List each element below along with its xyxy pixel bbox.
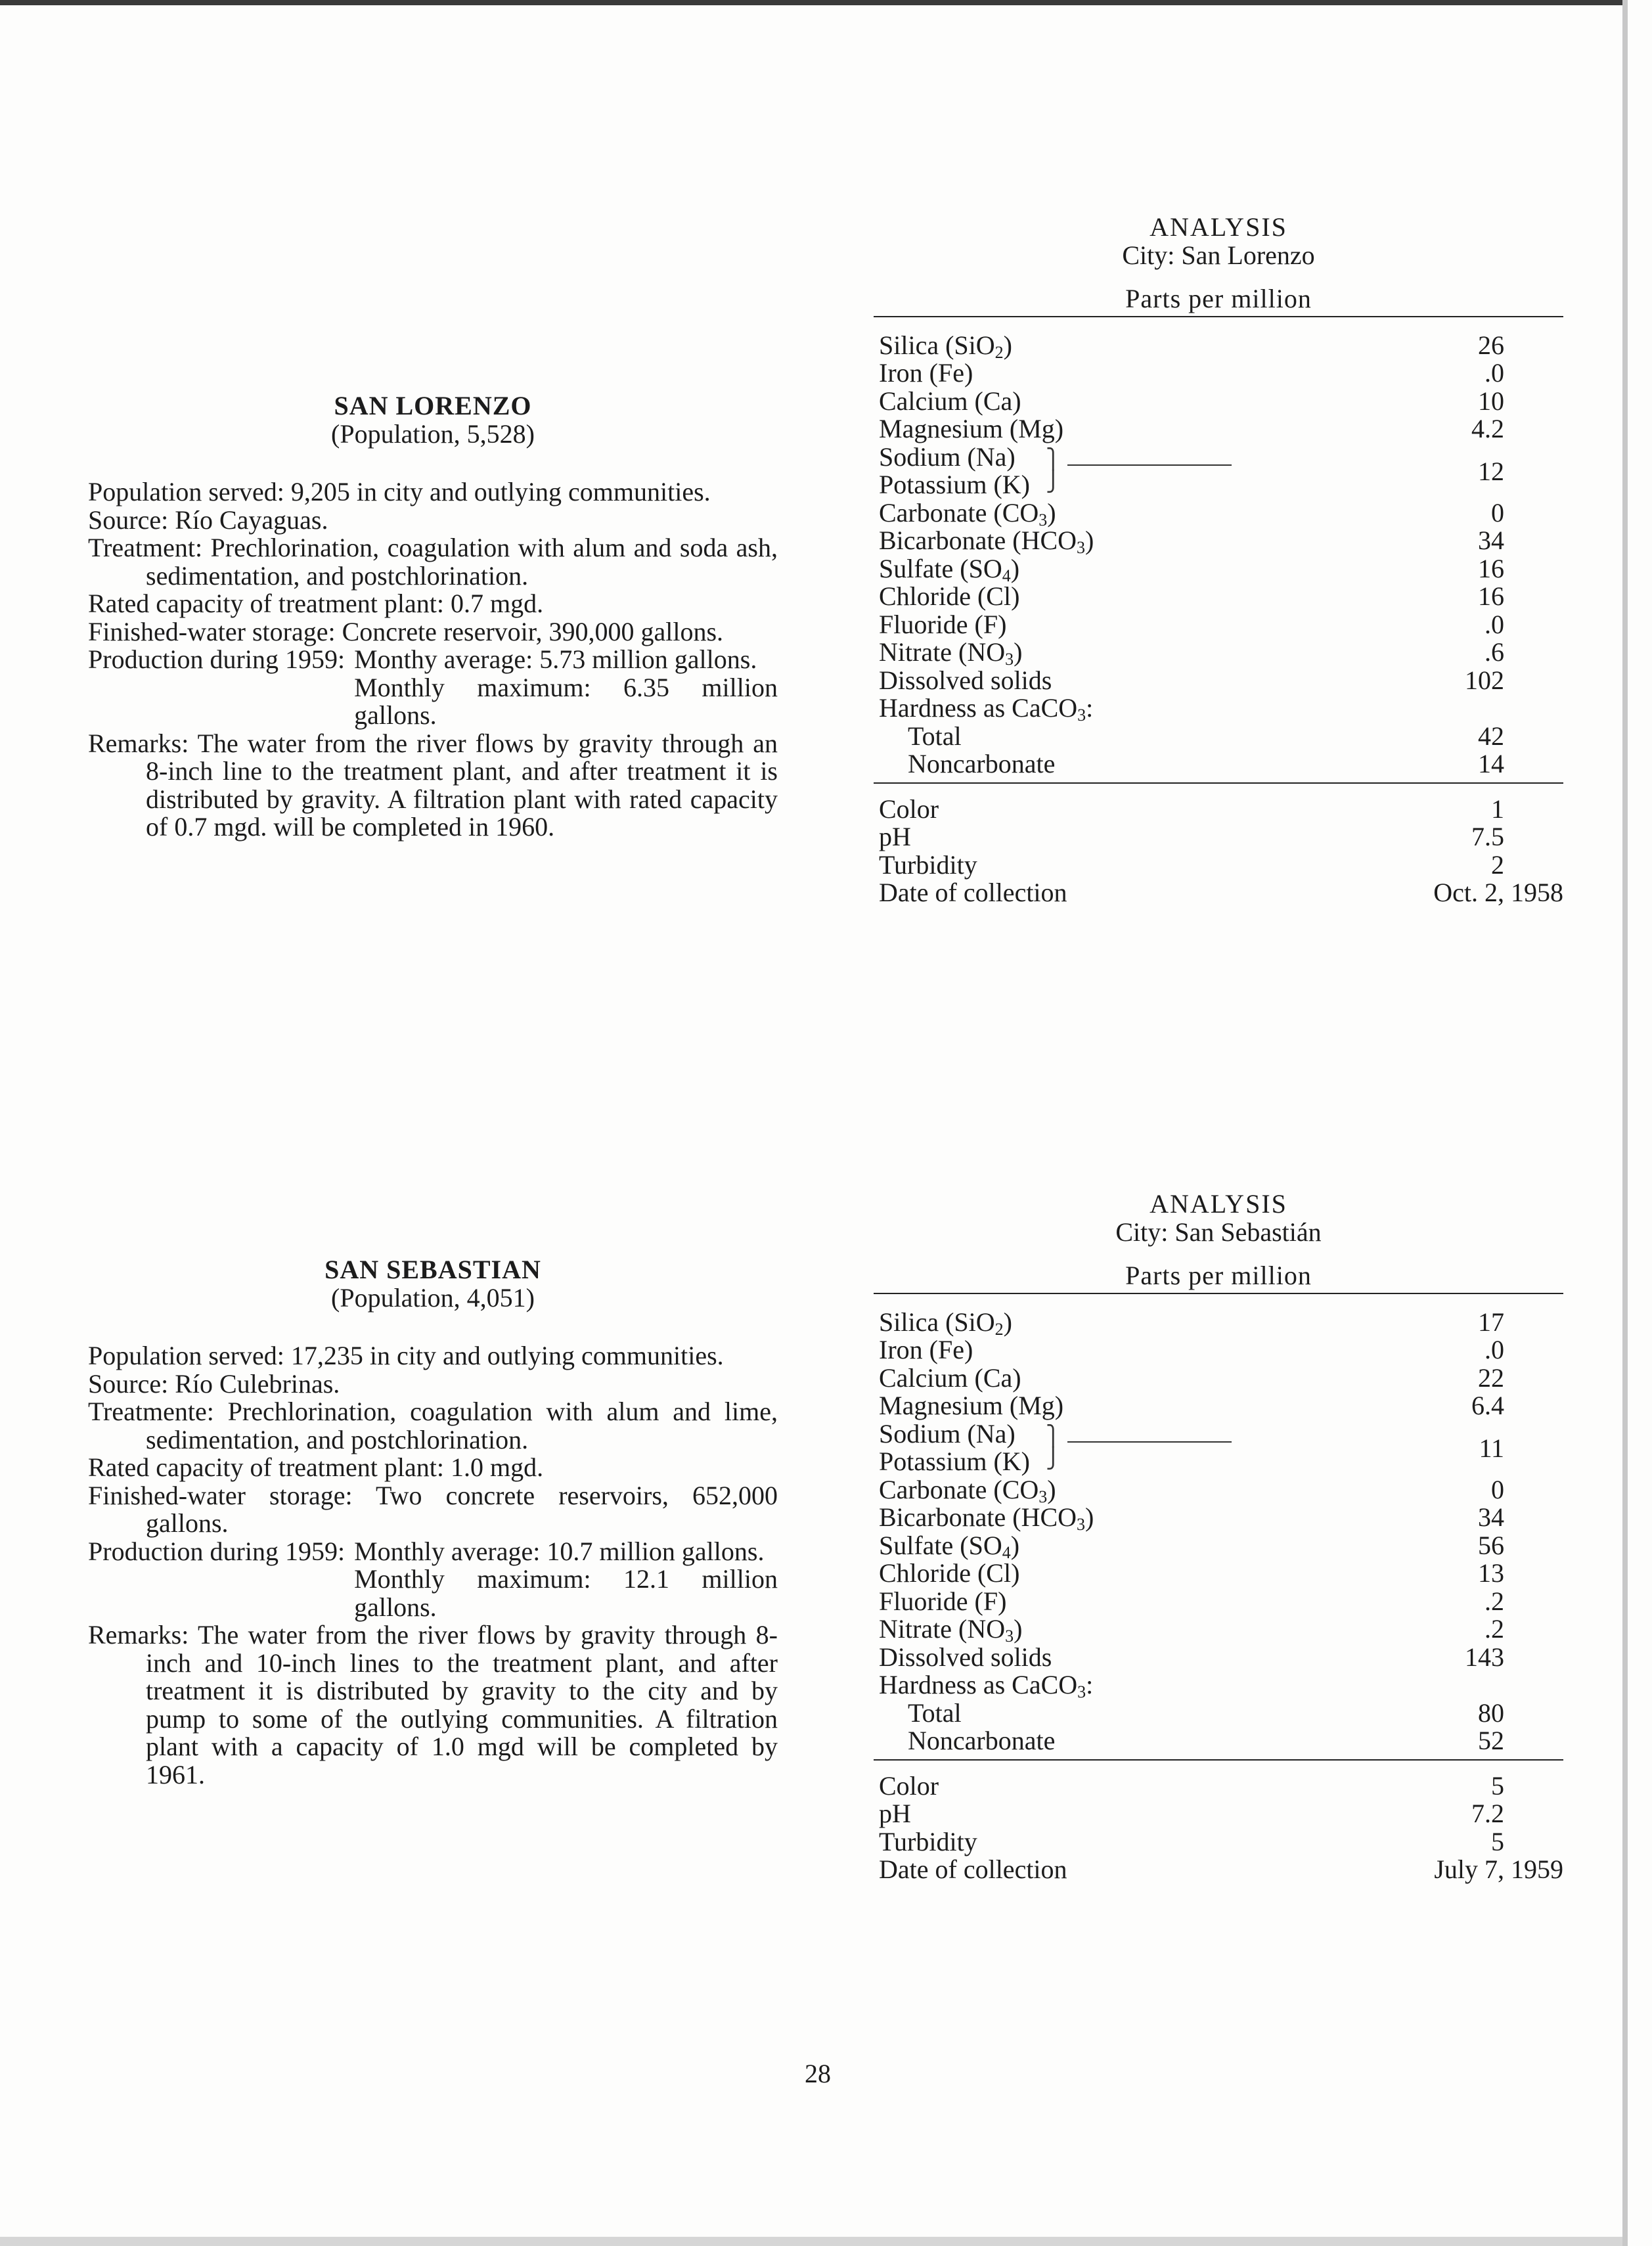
- table-cell: 0: [1491, 497, 1504, 528]
- table-row: Nitrate $(NO_3)$ .6: [879, 637, 1504, 669]
- page-number: 28: [805, 2059, 831, 2088]
- leader-line: [1067, 1441, 1232, 1443]
- table-row: Color 5: [879, 1770, 1504, 1801]
- treatment: Treatmente: Prechlorination, coagulation with alum and lime, sedimentation, and postchlorination.: [88, 1397, 778, 1454]
- table-row: Dissolved solids 102: [879, 665, 1504, 695]
- analysis-table: [874, 317, 1563, 907]
- table-row: Bicarbonate $(HCO_3)$ 34: [879, 526, 1504, 557]
- sodium-potassium-row: Sodium (Na) Potassium (K) ⎫ ⎭ 12: [879, 441, 1504, 499]
- table-row: Fluoride (F) .2: [879, 1586, 1504, 1616]
- table-cell: 102: [1465, 665, 1504, 695]
- table-row: Date of collection Oct. 2, 1958: [879, 878, 1563, 907]
- san-lorenzo-analysis: [874, 213, 1563, 907]
- table-row: Magnesium (Mg) 4.2: [879, 414, 1504, 443]
- table-cell: 34: [1478, 526, 1504, 555]
- table-row: Noncarbonate 52: [908, 1726, 1504, 1755]
- table-cell: 12: [1478, 456, 1504, 486]
- table-cell: 2: [1491, 849, 1504, 880]
- table-row: Carbonate $(CO_3)$ 0: [879, 497, 1504, 529]
- san-sebastian-description: [88, 1256, 778, 1789]
- scan-edge-right: [1622, 0, 1628, 2246]
- analysis-title: ANALYSIS: [1150, 1189, 1287, 1219]
- table-row: Chloride (Cl) 16: [879, 581, 1504, 611]
- table-row: Hardness as CaCO$_3$:: [879, 1670, 1094, 1701]
- table-cell: 14: [1478, 749, 1504, 778]
- table-cell: .0: [1485, 1335, 1504, 1364]
- table-row: Silica (SiO$_2$) 26: [879, 330, 1504, 362]
- population-served: Population served: 17,235 in city and outlying communities.: [88, 1341, 724, 1370]
- table-row: Color 1: [879, 794, 1504, 824]
- table-row: Magnesium (Mg) 6.4: [879, 1391, 1504, 1420]
- table-cell: 16: [1478, 581, 1504, 611]
- population-served: Population served: 9,205 in city and outlying communities.: [88, 477, 711, 506]
- table-cell: 34: [1478, 1502, 1504, 1532]
- analysis-units: Parts per million: [874, 1262, 1563, 1294]
- table-cell: 52: [1478, 1726, 1504, 1755]
- table-cell: 10: [1478, 386, 1504, 416]
- table-row: Bicarbonate $(HCO_3)$ 34: [879, 1502, 1504, 1534]
- production-average: Monthy average: 5.73 million gallons.: [354, 644, 757, 674]
- analysis-units: Parts per million: [874, 285, 1563, 317]
- table-cell: 13: [1478, 1558, 1504, 1588]
- brace-icon: ⎫ ⎭: [1046, 1425, 1061, 1470]
- table-row: Sulfate $(SO_4)$ 56: [879, 1530, 1504, 1562]
- table-row: Calcium (Ca) 10: [879, 386, 1504, 416]
- production: [88, 1538, 778, 1622]
- table-row: Carbonate $(CO_3)$ 0: [879, 1474, 1504, 1506]
- analysis-title: ANALYSIS: [1150, 212, 1287, 242]
- table-row: pH 7.5: [879, 822, 1504, 851]
- production-label: Production during 1959:: [88, 1536, 346, 1566]
- rated-capacity: Rated capacity of treatment plant: 1.0 mgd.: [88, 1452, 544, 1482]
- table-cell: 11: [1479, 1433, 1504, 1463]
- table-row: Iron (Fe) .0: [879, 358, 1504, 388]
- production-average: Monthly average: 10.7 million gallons.: [354, 1536, 765, 1566]
- table-cell: .6: [1485, 637, 1504, 667]
- remarks: Remarks: The water from the river flows by gravity through an 8-inch line to the treatment plant, and after treatment it is distributed by gravity. A filtration plant with rated capacity of 0.7 mgd. will be completed in 1960.: [88, 728, 778, 842]
- table-row: Nitrate $(NO_3)$ .2: [879, 1614, 1504, 1646]
- table-row: Turbidity 2: [879, 849, 1504, 880]
- table-cell: .2: [1485, 1586, 1504, 1616]
- scan-edge-bottom: [0, 2237, 1622, 2246]
- scan-edge-top: [0, 0, 1622, 5]
- table-row: Chloride (Cl) 13: [879, 1558, 1504, 1588]
- treatment: Treatment: Prechlorination, coagulation with alum and soda ash, sedimentation, and postchlorination.: [88, 533, 778, 591]
- section-title: SAN SEBASTIAN: [324, 1255, 541, 1284]
- table-cell: 7.2: [1471, 1799, 1504, 1828]
- table-cell: 5: [1491, 1770, 1504, 1801]
- production-label: Production during 1959:: [88, 644, 346, 674]
- table-cell: 16: [1478, 553, 1504, 583]
- brace-icon: ⎫ ⎭: [1046, 448, 1061, 493]
- table-divider: [874, 782, 1563, 784]
- table-cell: 1: [1491, 794, 1504, 824]
- table-cell: 26: [1478, 330, 1504, 360]
- analysis-city: City: San Lorenzo: [1122, 240, 1315, 270]
- table-cell: 4.2: [1471, 414, 1504, 443]
- table-cell: .0: [1485, 609, 1504, 639]
- table-row: pH 7.2: [879, 1799, 1504, 1828]
- table-row: Date of collection July 7, 1959: [879, 1854, 1563, 1884]
- table-row: Dissolved solids 143: [879, 1642, 1504, 1672]
- production: [88, 646, 778, 730]
- table-cell: .0: [1485, 358, 1504, 388]
- table-cell: July 7, 1959: [1434, 1854, 1563, 1884]
- production-maximum: Monthly maximum: 12.1 million gallons.: [354, 1564, 778, 1622]
- table-row: Total 80: [908, 1697, 1504, 1728]
- table-row: Iron (Fe) .0: [879, 1335, 1504, 1364]
- rated-capacity: Rated capacity of treatment plant: 0.7 mgd.: [88, 589, 544, 618]
- table-cell: 22: [1478, 1362, 1504, 1393]
- table-row: Noncarbonate 14: [908, 749, 1504, 778]
- sodium-potassium-row: Sodium (Na) Potassium (K) ⎫ ⎭ 11: [879, 1418, 1504, 1476]
- san-lorenzo-description: [88, 392, 778, 842]
- analysis-city: City: San Sebastián: [1115, 1217, 1322, 1247]
- leader-line: [1067, 464, 1232, 466]
- table-cell: 5: [1491, 1826, 1504, 1856]
- table-cell: 56: [1478, 1530, 1504, 1560]
- table-cell: 17: [1478, 1307, 1504, 1337]
- section-title: SAN LORENZO: [334, 391, 532, 420]
- table-row: Fluoride (F) .0: [879, 609, 1504, 639]
- analysis-table: [874, 1294, 1563, 1884]
- table-row: Sulfate $(SO_4)$ 16: [879, 553, 1504, 585]
- table-row: Total 42: [908, 721, 1504, 751]
- table-row: Silica (SiO$_2$) 17: [879, 1307, 1504, 1339]
- table-cell: 143: [1465, 1642, 1504, 1672]
- table-cell: 6.4: [1471, 1391, 1504, 1420]
- table-row: Calcium (Ca) 22: [879, 1362, 1504, 1393]
- table-cell: 7.5: [1471, 822, 1504, 851]
- section-population: (Population, 5,528): [331, 418, 535, 449]
- remarks: Remarks: The water from the river flows by gravity through 8-inch and 10-inch lines to the treatment plant, and after treatment it is distributed by gravity to the city and by pump to some of the outlying communities. A filtration plant with a capacity of 1.0 mgd will be completed by 1961.: [88, 1620, 778, 1789]
- table-cell: .2: [1485, 1614, 1504, 1644]
- table-cell: 0: [1491, 1474, 1504, 1504]
- table-row: Turbidity 5: [879, 1826, 1504, 1856]
- production-maximum: Monthly maximum: 6.35 million gallons.: [354, 672, 778, 730]
- finished-water-storage: Finished-water storage: Concrete reservoir, 390,000 gallons.: [88, 616, 724, 646]
- table-cell: Oct. 2, 1958: [1433, 878, 1563, 907]
- san-sebastian-analysis: [874, 1190, 1563, 1884]
- table-cell: 80: [1478, 1697, 1504, 1728]
- finished-water-storage: Finished-water storage: Two concrete reservoirs, 652,000 gallons.: [88, 1480, 778, 1538]
- source: Source: Río Cayaguas.: [88, 505, 328, 535]
- source: Source: Río Culebrinas.: [88, 1368, 340, 1399]
- table-row: Hardness as CaCO$_3$:: [879, 693, 1094, 725]
- table-divider: [874, 1759, 1563, 1761]
- section-population: (Population, 4,051): [331, 1282, 535, 1313]
- table-cell: 42: [1478, 721, 1504, 751]
